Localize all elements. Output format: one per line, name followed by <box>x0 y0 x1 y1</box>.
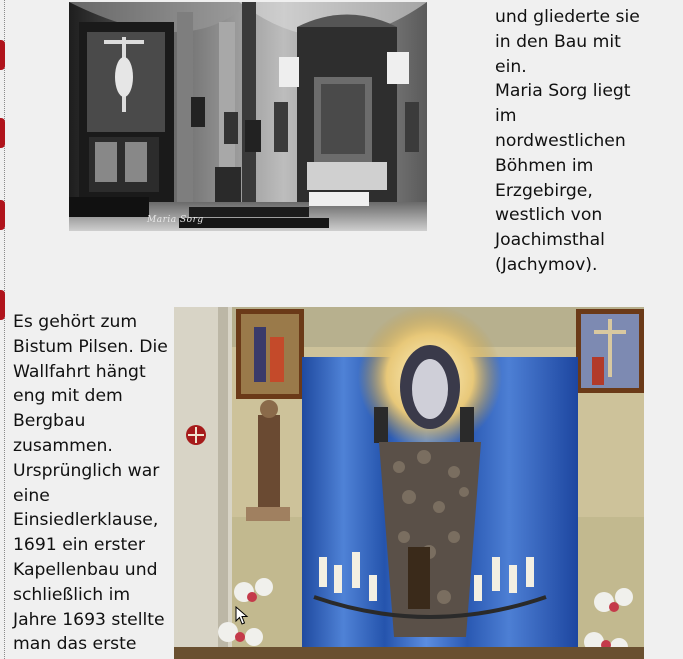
text-line: westlich von <box>495 205 603 226</box>
photo-caption: Maria Sorg <box>147 215 204 225</box>
text-line: Wallfahrt hängt <box>13 361 146 382</box>
dotted-divider <box>4 0 5 659</box>
text-line: nordwestlichen <box>495 130 626 151</box>
text-line: Es gehört zum <box>13 312 138 332</box>
text-line: ein. <box>495 56 527 77</box>
text-line: 1691 ein erster <box>13 535 145 556</box>
text-line: eng mit dem <box>13 386 123 407</box>
text-line: zusammen. <box>13 435 113 456</box>
text-line: Einsiedlerklause, <box>13 510 159 531</box>
text-line: schließlich im <box>13 584 131 605</box>
rail-tab[interactable] <box>0 40 5 70</box>
text-line: man das erste <box>13 634 137 655</box>
text-line: Maria Sorg liegt <box>495 81 631 102</box>
text-line: in den Bau mit <box>495 31 621 52</box>
left-rail <box>0 0 10 659</box>
text-line: Bistum Pilsen. Die <box>13 336 168 357</box>
church-interior-illustration <box>69 2 427 231</box>
mouse-pointer-icon <box>235 606 249 626</box>
paragraph-left <box>13 310 173 657</box>
text-line: (Jachymov). <box>495 254 598 275</box>
church-interior-photo <box>69 2 427 231</box>
text-line: Bergbau <box>13 411 86 432</box>
rail-tab[interactable] <box>0 118 5 148</box>
text-line: Jahre 1693 stellte <box>13 609 165 630</box>
rail-tab[interactable] <box>0 290 5 320</box>
text-line: im <box>495 106 517 127</box>
text-line: Ursprünglich war <box>13 460 160 481</box>
text-line: eine <box>13 485 50 506</box>
text-line: Kapellenbau und <box>13 559 158 580</box>
text-line: und gliederte sie <box>495 7 640 27</box>
rail-tab[interactable] <box>0 200 5 230</box>
text-line: Joachimsthal <box>495 230 605 251</box>
paragraph-top <box>495 5 675 278</box>
text-line: Erzgebirge, <box>495 180 593 201</box>
text-line: Böhmen im <box>495 155 594 176</box>
